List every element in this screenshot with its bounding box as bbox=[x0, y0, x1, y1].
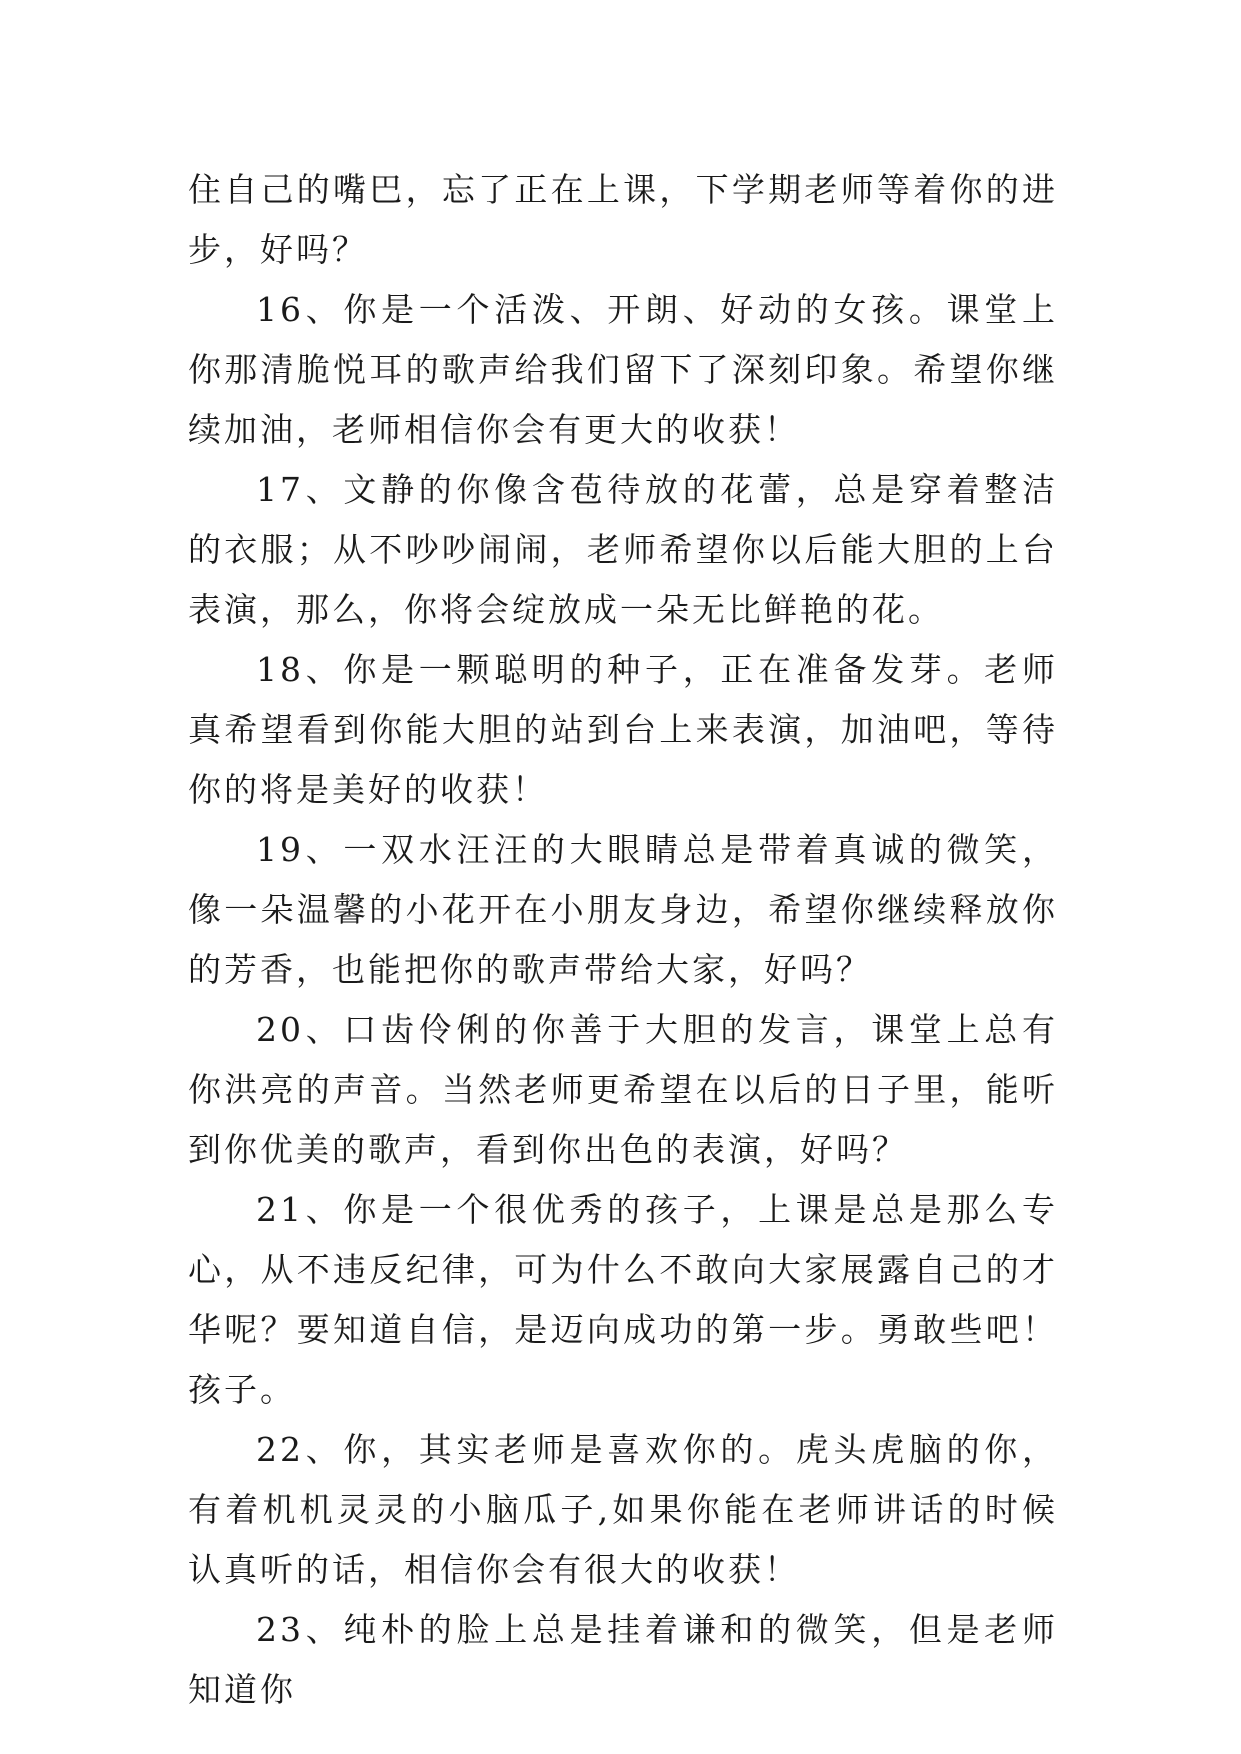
paragraph-20: 20、口齿伶俐的你善于大胆的发言，课堂上总有你洪亮的声音。当然老师更希望在以后的日子里，能听到你优美的歌声，看到你出色的表演，好吗？ bbox=[188, 1010, 1058, 1169]
paragraph-19: 19、一双水汪汪的大眼睛总是带着真诚的微笑，像一朵温馨的小花开在小朋友身边，希望你继续释放你的芳香，也能把你的歌声带给大家，好吗？ bbox=[188, 830, 1058, 989]
paragraph-16: 16、你是一个活泼、开朗、好动的女孩。课堂上你那清脆悦耳的歌声给我们留下了深刻印象。希望你继续加油，老师相信你会有更大的收获！ bbox=[188, 290, 1058, 449]
paragraph-22: 22、你，其实老师是喜欢你的。虎头虎脑的你，有着机机灵灵的小脑瓜子,如果你能在老师讲话的时候认真听的话，相信你会有很大的收获！ bbox=[188, 1430, 1058, 1589]
paragraph-17: 17、文静的你像含苞待放的花蕾，总是穿着整洁的衣服；从不吵吵闹闹，老师希望你以后能大胆的上台表演，那么，你将会绽放成一朵无比鲜艳的花。 bbox=[188, 470, 1058, 629]
paragraph-continuation: 住自己的嘴巴，忘了正在上课，下学期老师等着你的进步，好吗？ bbox=[188, 170, 1058, 269]
paragraph-23: 23、纯朴的脸上总是挂着谦和的微笑，但是老师知道你 bbox=[188, 1610, 1058, 1709]
paragraph-21: 21、你是一个很优秀的孩子，上课是总是那么专心，从不违反纪律，可为什么不敢向大家展露自己的才华呢？要知道自信，是迈向成功的第一步。勇敢些吧！孩子。 bbox=[188, 1190, 1058, 1409]
paragraph-18: 18、你是一颗聪明的种子，正在准备发芽。老师真希望看到你能大胆的站到台上来表演，加油吧，等待你的将是美好的收获！ bbox=[188, 650, 1058, 809]
document-body bbox=[188, 160, 1058, 1720]
